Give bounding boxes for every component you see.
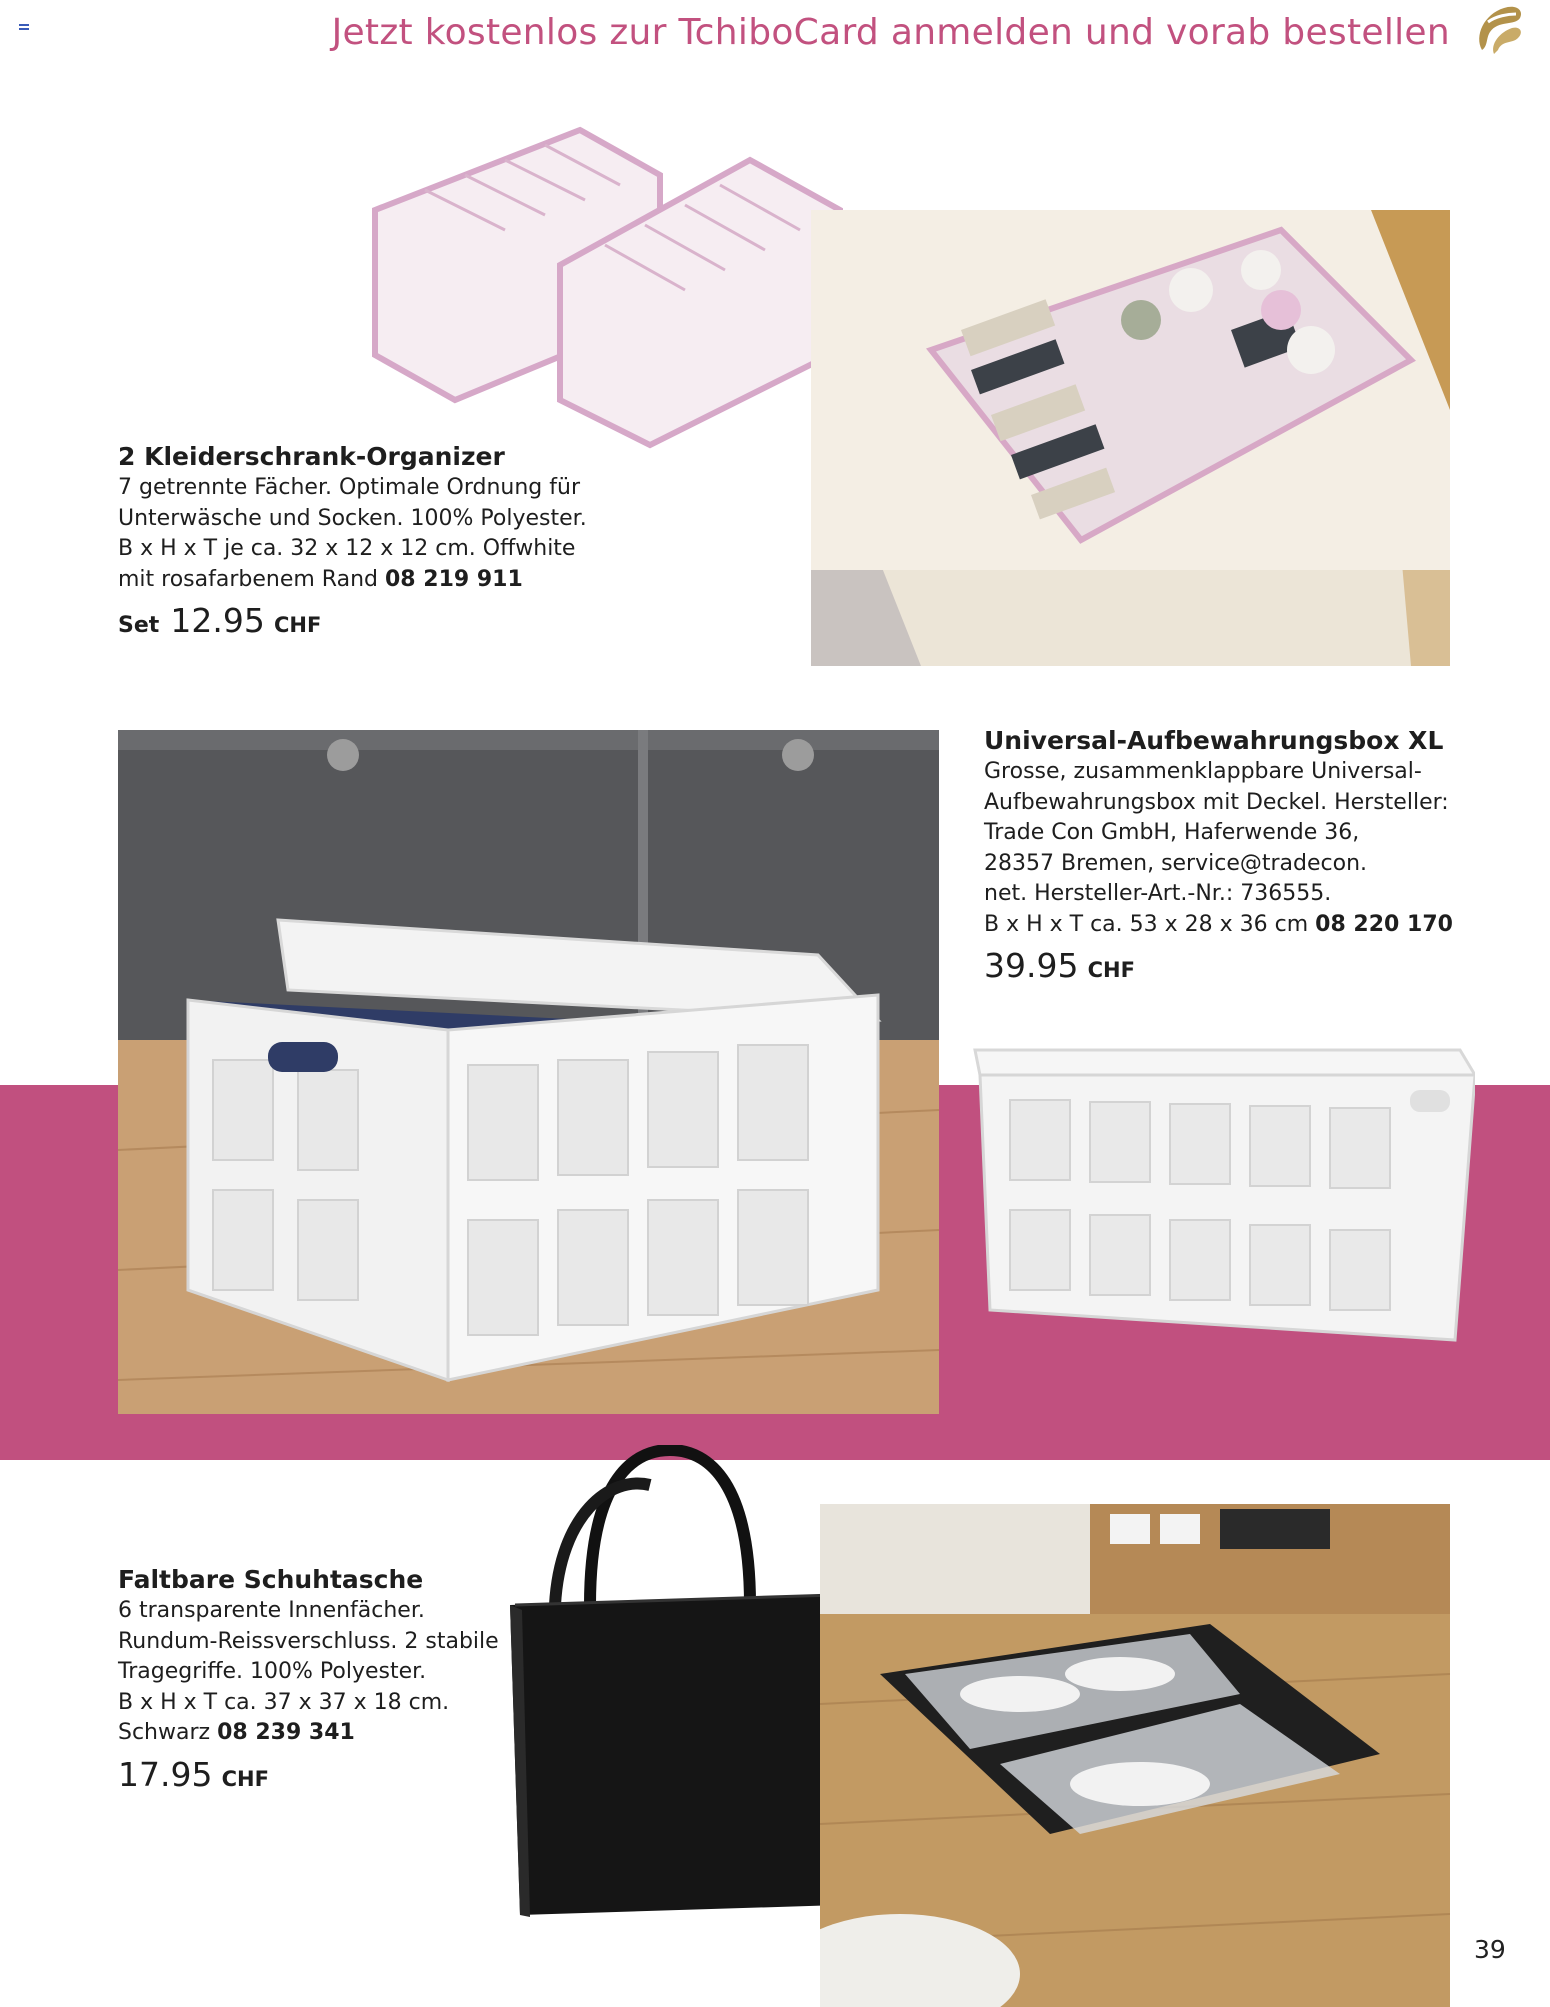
storage-box-product-image (970, 1030, 1475, 1350)
article-number: 08 219 911 (385, 566, 523, 592)
description-line: Tragegriffe. 100% Polyester. (118, 1659, 427, 1684)
description-line (984, 910, 1504, 941)
price-row (118, 601, 638, 640)
product-organizer-info (118, 441, 638, 640)
description-text: Schwarz (118, 1720, 211, 1745)
tchibocard-banner[interactable]: Jetzt kostenlos zur TchiboCard anmelden und vorab bestellen (331, 12, 1450, 53)
organizer-product-image (355, 115, 845, 455)
description-line (118, 565, 638, 596)
description-line: Trade Con GmbH, Haferwende 36, (984, 820, 1360, 845)
product-title: Faltbare Schuhtasche (118, 1565, 424, 1594)
description-line: Unterwäsche und Socken. 100% Polyester. (118, 505, 587, 531)
page-number: 39 (1474, 1935, 1506, 1964)
currency: CHF (1087, 958, 1135, 982)
tchibo-bean-logo-icon (1468, 0, 1528, 62)
description-line: B x H x T je ca. 32 x 12 x 12 cm. Offwhite (118, 536, 576, 561)
storage-box-room-photo (118, 730, 939, 1414)
description-text: B x H x T ca. 53 x 28 x 36 cm (984, 911, 1309, 937)
description-line: Grosse, zusammenklappbare Universal- (984, 759, 1422, 784)
organizer-drawer-photo (811, 210, 1450, 666)
description-line: B x H x T ca. 37 x 37 x 18 cm. (118, 1689, 450, 1715)
price-row (118, 1755, 498, 1794)
price: 12.95 (170, 601, 265, 640)
description-line: 6 transparente Innenfächer. (118, 1598, 425, 1623)
article-number: 08 220 170 (1315, 911, 1453, 937)
article-number: 08 239 341 (217, 1720, 355, 1745)
price: 39.95 (984, 946, 1079, 985)
price: 17.95 (118, 1754, 213, 1794)
description-line (118, 1718, 498, 1749)
description-line: Rundum-Reissverschluss. 2 stabile (118, 1628, 499, 1654)
product-title: Universal-Aufbewahrungsbox XL (984, 726, 1444, 755)
currency: CHF (273, 613, 322, 637)
price-row (984, 946, 1504, 985)
shoe-bag-product-image (500, 1445, 845, 1935)
description-text: mit rosafarbenem Rand (118, 566, 378, 592)
product-shoe-bag-info (118, 1564, 498, 1794)
currency: CHF (221, 1766, 269, 1791)
shoe-bag-floor-photo (820, 1504, 1450, 2007)
product-title: 2 Kleiderschrank-Organizer (118, 442, 505, 471)
description-line: net. Hersteller-Art.-Nr.: 736555. (984, 881, 1332, 906)
product-storage-box-info (984, 725, 1504, 985)
description-line: Aufbewahrungsbox mit Deckel. Hersteller: (984, 789, 1449, 815)
price-prefix: Set (118, 613, 160, 638)
description-line: 7 getrennte Fächer. Optimale Ordnung für (118, 475, 580, 500)
description-line: 28357 Bremen, service@tradecon. (984, 850, 1368, 876)
